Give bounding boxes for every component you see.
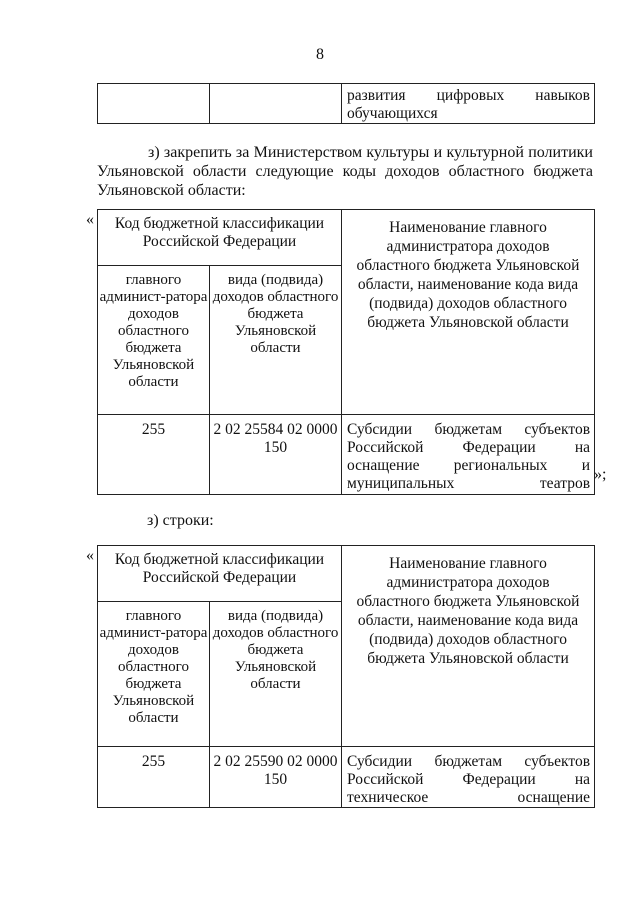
cell-income-kind-code: 2 02 25584 02 0000 150: [210, 415, 342, 495]
cell-income-description: Субсидии бюджетам субъектов Российской Федерации на оснащение региональных и муниципальных театров: [342, 415, 595, 495]
continuation-table: [97, 83, 595, 124]
paragraph-line: Ульяновской области:: [97, 182, 246, 199]
paragraph-strings: з) строки:: [147, 512, 214, 529]
continuation-text-cell: развития цифровых навыков обучающихся: [342, 84, 595, 124]
cell-income-description: Субсидии бюджетам субъектов Российской Федерации на техническое оснащение: [342, 747, 595, 808]
paragraph-line: з) закрепить за Министерством культуры и культурной политики: [148, 144, 593, 161]
cell-income-kind-code: 2 02 25590 02 0000 150: [210, 747, 342, 808]
header-administrator-name: Наименование главного администратора доходов областного бюджета Ульяновской области, наименование кода вида (подвида) доходов областного бюджета Ульяновской области: [342, 210, 595, 415]
subheader-administrator: главного админист-ратора доходов областного бюджета Ульяновской области: [98, 602, 210, 747]
open-quote: «: [86, 547, 94, 564]
header-administrator-name: Наименование главного администратора доходов областного бюджета Ульяновской области, наименование кода вида (подвида) доходов областного бюджета Ульяновской области: [342, 546, 595, 747]
budget-codes-table-2: [97, 545, 595, 808]
budget-codes-table-1: [97, 209, 595, 495]
subheader-administrator: главного админист-ратора доходов областного бюджета Ульяновской области: [98, 266, 210, 415]
cell-admin-code: 255: [98, 415, 210, 495]
header-budget-classification-code: Код бюджетной классификации Российской Федерации: [98, 546, 342, 602]
header-budget-classification-code: Код бюджетной классификации Российской Федерации: [98, 210, 342, 266]
open-quote: «: [86, 211, 94, 228]
cell-admin-code: 255: [98, 747, 210, 808]
paragraph-line: Ульяновской области следующие коды доходов областного бюджета: [97, 163, 593, 180]
paragraph-assign-codes: [97, 143, 593, 200]
page-number: 8: [316, 46, 324, 63]
subheader-income-kind: вида (подвида) доходов областного бюджета Ульяновской области: [210, 266, 342, 415]
empty-cell: [98, 84, 210, 124]
subheader-income-kind: вида (подвида) доходов областного бюджета Ульяновской области: [210, 602, 342, 747]
empty-cell: [210, 84, 342, 124]
close-mark: »;: [594, 466, 607, 483]
